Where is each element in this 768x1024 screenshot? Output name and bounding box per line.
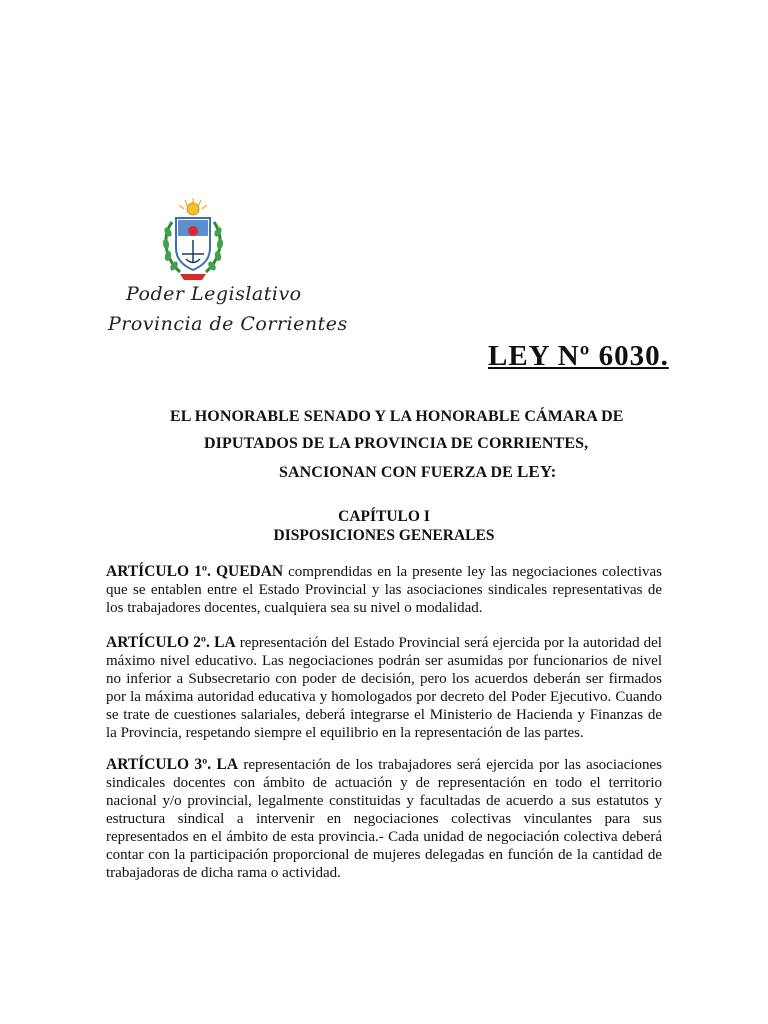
provincial-coat-of-arms-icon bbox=[158, 196, 228, 282]
preamble-line-3 bbox=[279, 462, 556, 482]
chapter-number: CAPÍTULO I bbox=[338, 508, 430, 525]
preamble-line-1: EL HONORABLE SENADO Y LA HONORABLE CÁMARA DE bbox=[170, 408, 624, 425]
article-3-lead: ARTÍCULO 3º. LA bbox=[106, 756, 239, 773]
article-2-lead: ARTÍCULO 2º. LA bbox=[106, 634, 236, 651]
article-2-text: representación del Estado Provincial será ejercida por la autoridad del máximo nivel educativo. Las negociaciones podrán ser asumidas por funcionarios de nivel no inferior a Subsecretario con poder de decisión, pero los acuerdos deberán ser firmados por la máxima autoridad educativa y homologados por decreto del Poder Ejecutivo. Cuando se trate de cuestiones salariales, deberá integrarse el Ministerio de Hacienda y Finanzas de la Provincia, respetando siempre el equilibrio en la representación de las partes. bbox=[106, 635, 662, 741]
chapter-title: DISPOSICIONES GENERALES bbox=[273, 527, 495, 544]
article-1-text: comprendidas en la presente ley las negociaciones colectivas que se entablen entre el Estado Provincial y las asociaciones sindicales representativas de los trabajadores docentes, cualquiera sea su nivel o modalidad. bbox=[106, 564, 662, 616]
preamble-line-2: DIPUTADOS DE LA PROVINCIA DE CORRIENTES, bbox=[204, 435, 589, 452]
article-3-text: representación de los trabajadores será ejercida por las asociaciones sindicales docentes con ámbito de actuación y de representación en todo el territorio nacional y/o provincial, legalmente constituidas y facultadas de acuerdo a sus estatutos y estructura sindical a intervenir en negociaciones colectivas vinculantes para sus representados en el ámbito de esta provincia.- Cada unidad de negociación colectiva deberá contar con la participación proporcional de mujeres delegadas en función de la cantidad de trabajadoras de dicha rama o actividad. bbox=[106, 757, 662, 881]
institution-name: Poder Legislativo bbox=[126, 283, 302, 305]
law-title: LEY Nº 6030. bbox=[488, 340, 669, 372]
province-name: Provincia de Corrientes bbox=[108, 313, 348, 335]
article-3 bbox=[106, 756, 662, 882]
article-2 bbox=[106, 634, 662, 742]
preamble-ley: LEY: bbox=[516, 462, 557, 481]
article-1 bbox=[106, 563, 662, 617]
article-1-lead: ARTÍCULO 1º. QUEDAN bbox=[106, 563, 284, 580]
preamble-line-3-text: SANCIONAN CON FUERZA DE bbox=[279, 464, 517, 481]
